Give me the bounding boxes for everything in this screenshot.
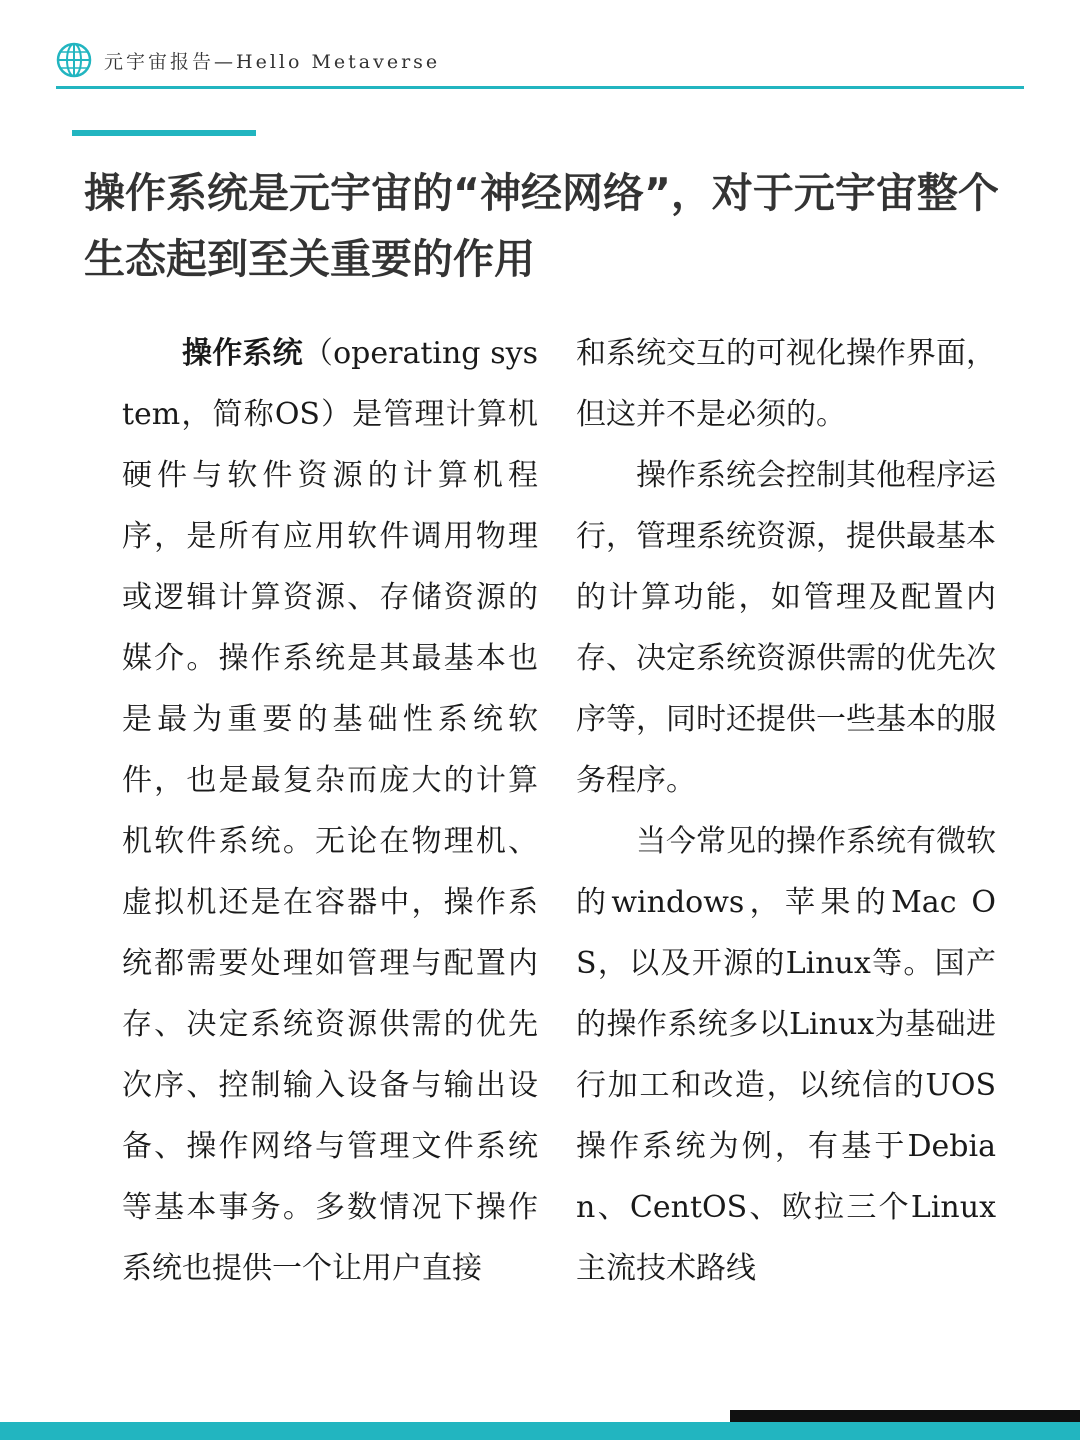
- header-divider: [56, 86, 1024, 89]
- footer-dark-bar: [730, 1410, 1080, 1422]
- right-paragraph-3: 当今常见的操作系统有微软的windows，苹果的Mac OS，以及开源的Linux等。国产的操作系统多以Linux为基础进行加工和改造，以统信的UOS操作系统为例，有基于Debian、CentOS、欧拉三个Linux主流技术路线: [576, 824, 996, 1286]
- right-column: [576, 323, 996, 1299]
- lead-term: 操作系统: [182, 336, 303, 371]
- right-paragraph-1: 和系统交互的可视化操作界面，但这并不是必须的。: [576, 336, 996, 432]
- left-paragraph-text: （operating system，简称OS）是管理计算机硬件与软件资源的计算机程序，是所有应用软件调用物理或逻辑计算资源、存储资源的媒介。操作系统是其最基本也是最为重要的基础性系统软件，也是最复杂而庞大的计算机软件系统。无论在物理机、虚拟机还是在容器中，操作系统都需要处理如管理与配置内存、决定系统资源供需的优先次序、控制输入设备与输出设备、操作网络与管理文件系统等基本事务。多数情况下操作系统也提供一个让用户直接: [122, 336, 539, 1286]
- page-title: 操作系统是元宇宙的“神经网络”，对于元宇宙整个生态起到至关重要的作用: [84, 169, 999, 283]
- title-accent-bar: [72, 130, 256, 136]
- footer-accent-bar: [0, 1422, 1080, 1440]
- left-paragraph: [122, 323, 538, 1299]
- page-header: [56, 40, 440, 80]
- globe-icon: [56, 42, 92, 78]
- left-column: [122, 323, 538, 1299]
- header-title: 元宇宙报告—Hello Metaverse: [104, 50, 441, 73]
- right-paragraph-2: 操作系统会控制其他程序运行，管理系统资源，提供最基本的计算功能，如管理及配置内存、决定系统资源供需的优先次序等，同时还提供一些基本的服务程序。: [576, 458, 996, 798]
